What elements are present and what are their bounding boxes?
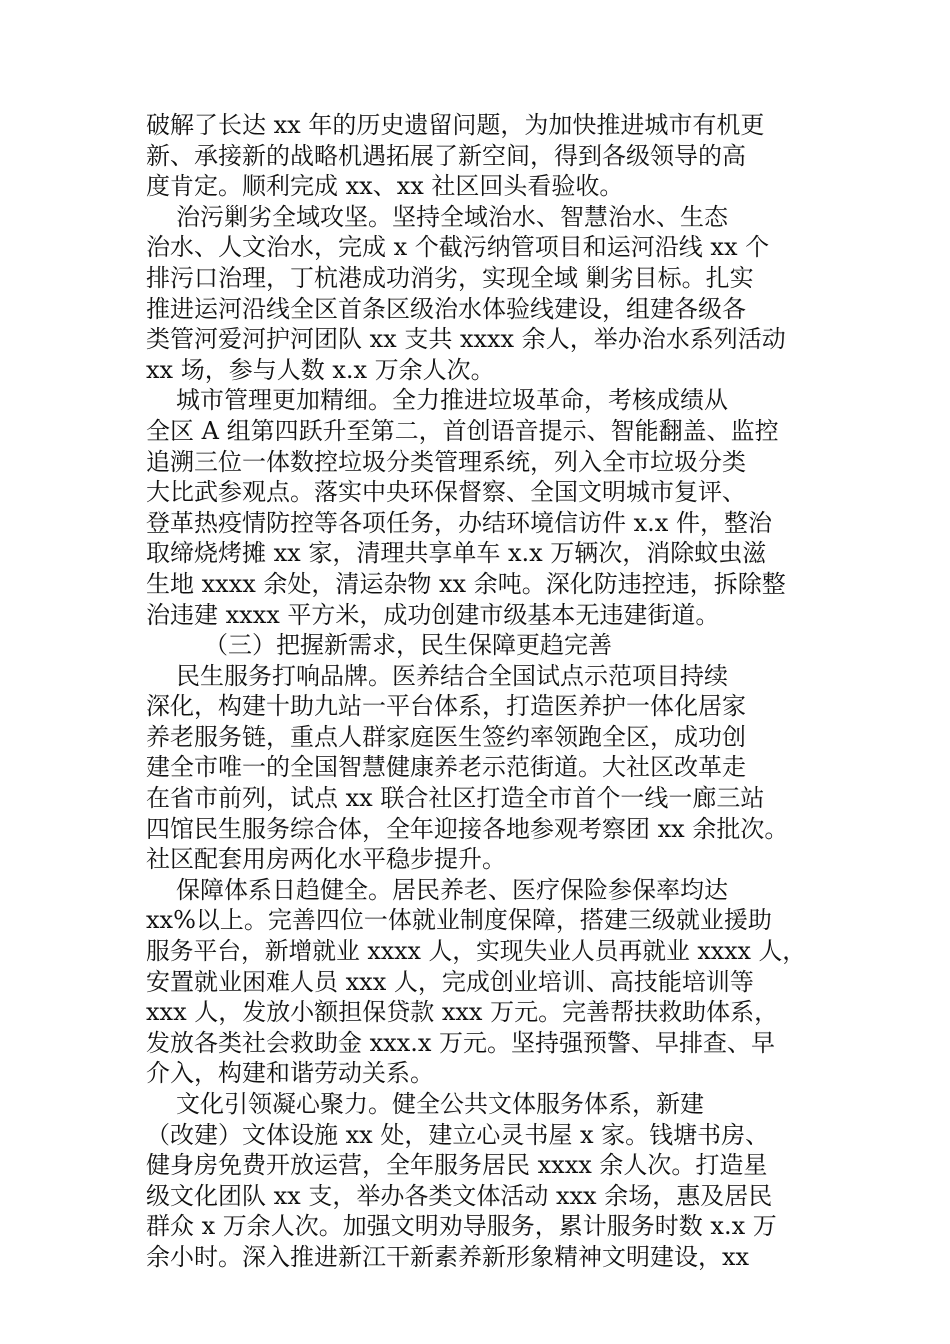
text-line: 健身房免费开放运营，全年服务居民 xxxx 余人次。打造星 [146, 1151, 768, 1180]
text-line: 城市管理更加精细。全力推进垃圾革命，考核成绩从 [176, 386, 728, 415]
text-line: 文化引领凝心聚力。健全公共文体服务体系，新建 [176, 1090, 704, 1118]
text-line: xx%以上。完善四位一体就业制度保障，搭建三级就业援助 [146, 906, 772, 935]
text-line: 余小时。深入推进新江干新素养新形象精神文明建设，xx [146, 1242, 750, 1271]
text-line: 治水、人文治水，完成 x 个截污纳管项目和运河沿线 xx 个 [146, 233, 770, 262]
text-line: 介入，构建和谐劳动关系。 [146, 1059, 434, 1088]
text-line: 治违建 xxxx 平方米，成功创建市级基本无违建街道。 [146, 600, 720, 629]
text-line: 生地 xxxx 余处，清运杂物 xx 余吨。深化防违控违，拆除整 [146, 569, 786, 598]
text-line: 在省市前列，试点 xx 联合社区打造全市首个一线一廊三站 [146, 784, 765, 813]
document-body [146, 110, 806, 1273]
text-line: 社区配套用房两化水平稳步提升。 [146, 845, 506, 874]
text-line: 深化，构建十助九站一平台体系，打造医养护一体化居家 [146, 692, 746, 721]
text-line: 登革热疫情防控等各项任务，办结环境信访件 x.x 件，整治 [146, 508, 772, 537]
text-line: 度肯定。顺利完成 xx、xx 社区回头看验收。 [146, 172, 624, 201]
text-line: xx 场，参与人数 x.x 万余人次。 [146, 355, 495, 384]
text-line: 破解了长达 xx 年的历史遗留问题，为加快推进城市有机更 [146, 111, 765, 139]
section-heading: （三）把握新需求，民生保障更趋完善 [204, 631, 612, 660]
text-line: 发放各类社会救助金 xxx.x 万元。坚持强预警、早排查、早 [146, 1028, 776, 1057]
text-line: 群众 x 万余人次。加强文明劝导服务，累计服务时数 x.x 万 [146, 1212, 777, 1241]
text-line: 类管河爱河护河团队 xx 支共 xxxx 余人，举办治水系列活动 [146, 325, 786, 354]
text-line: 治污剿劣全域攻坚。坚持全域治水、智慧治水、生态 [176, 202, 728, 231]
text-line: 排污口治理，丁杭港成功消劣，实现全域 剿劣目标。扎实 [146, 263, 754, 292]
text-line: 四馆民生服务综合体，全年迎接各地参观考察团 xx 余批次。 [146, 814, 789, 843]
text-line: 保障体系日趋健全。居民养老、医疗保险参保率均达 [176, 875, 728, 904]
text-line: 新、承接新的战略机遇拓展了新空间，得到各级领导的高 [146, 141, 746, 170]
text-line: xxx 人，发放小额担保贷款 xxx 万元。完善帮扶救助体系， [146, 998, 779, 1027]
text-line: 全区 A 组第四跃升至第二，首创语音提示、智能翻盖、监控 [146, 416, 779, 445]
text-line: 建全市唯一的全国智慧健康养老示范街道。大社区改革走 [146, 753, 746, 782]
text-line: 安置就业困难人员 xxx 人，完成创业培训、高技能培训等 [146, 967, 754, 996]
text-line: 推进运河沿线全区首条区级治水体验线建设，组建各级各 [146, 294, 746, 323]
text-line: 取缔烧烤摊 xx 家，清理共享单车 x.x 万辆次，消除蚊虫滋 [146, 539, 767, 568]
text-line: （改建）文体设施 xx 处，建立心灵书屋 x 家。钱塘书房、 [146, 1120, 770, 1149]
text-line: 养老服务链，重点人群家庭医生签约率领跑全区，成功创 [146, 722, 746, 751]
text-line: 大比武参观点。落实中央环保督察、全国文明城市复评、 [146, 478, 746, 507]
text-line: 追溯三位一体数控垃圾分类管理系统，列入全市垃圾分类 [146, 447, 746, 476]
text-line: 民生服务打响品牌。医养结合全国试点示范项目持续 [176, 661, 728, 690]
text-line: 服务平台，新增就业 xxxx 人，实现失业人员再就业 xxxx 人， [146, 937, 806, 966]
text-line: 级文化团队 xx 支，举办各类文体活动 xxx 余场，惠及居民 [146, 1181, 773, 1210]
